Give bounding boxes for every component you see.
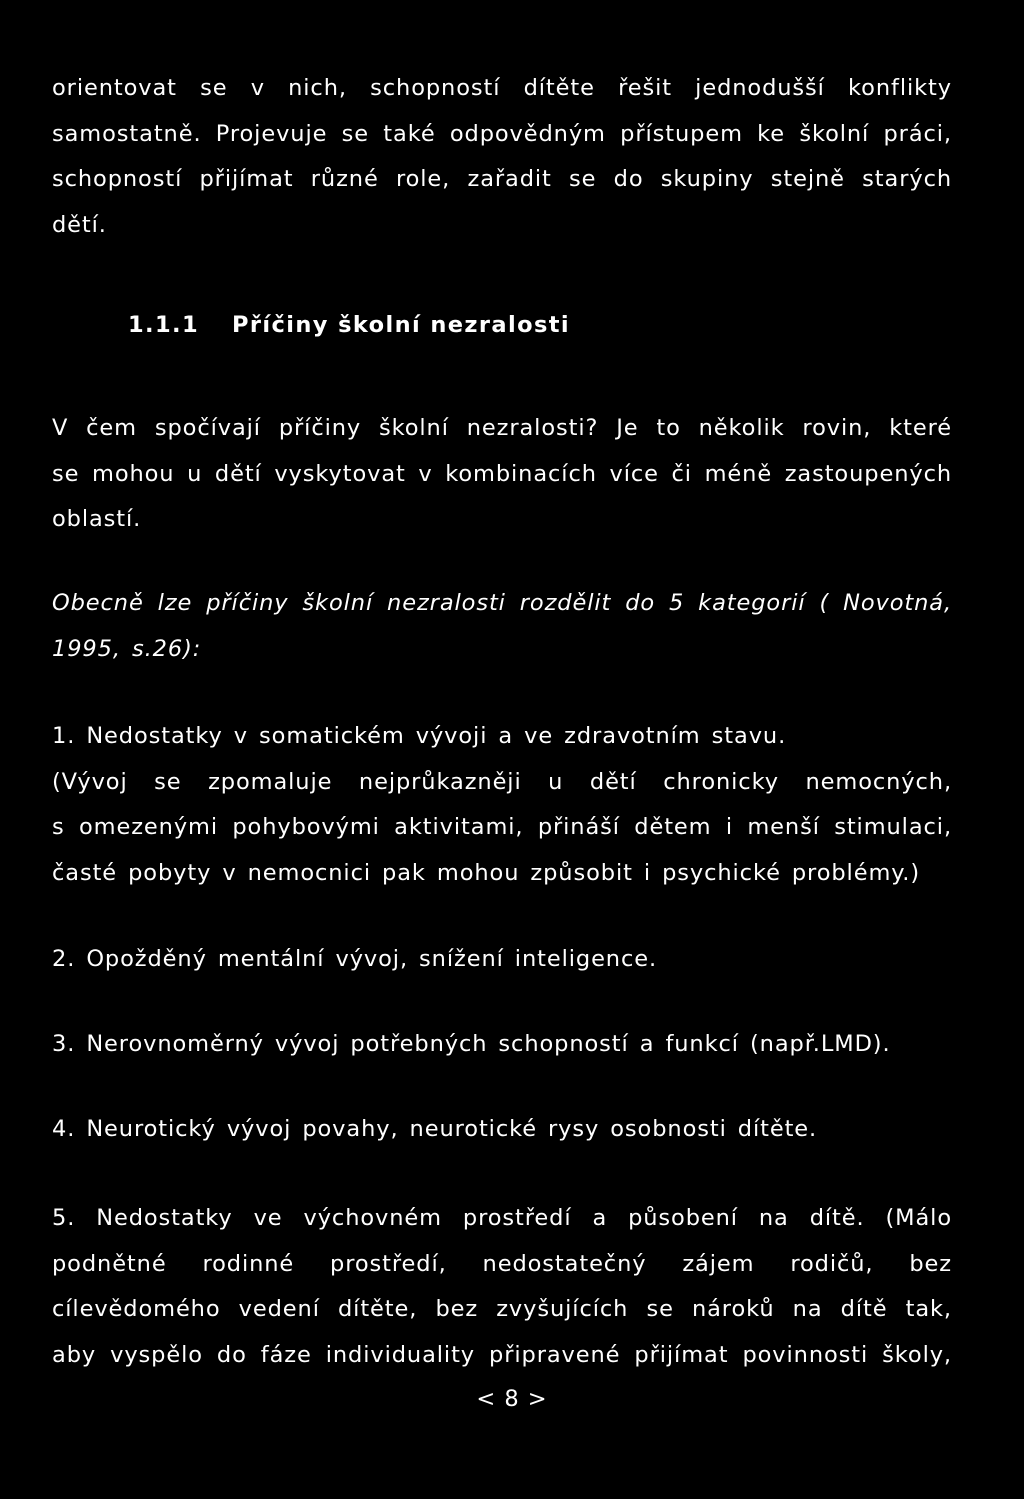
text-line: 1995, s.26): (52, 635, 202, 662)
text-line: oblastí. (52, 506, 142, 532)
intro-paragraph (52, 66, 952, 248)
text-line: orientovat se v nich, schopností dítěte řešit jednodušší konflikty (52, 75, 952, 101)
text-line: 4. Neurotický vývoj povahy, neurotické rysy osobnosti dítěte. (52, 1116, 818, 1142)
text-line: dětí. (52, 211, 107, 238)
section-heading (128, 312, 570, 338)
list-item (52, 1107, 952, 1153)
citation-paragraph (52, 581, 952, 672)
text-line: V čem spočívají příčiny školní nezralosti? Je to několik rovin, které (52, 415, 952, 441)
list-item (52, 1022, 952, 1068)
text-line: schopností přijímat různé role, zařadit se do skupiny stejně starých (52, 166, 952, 192)
text-line: podnětné rodinné prostředí, nedostatečný zájem rodičů, bez (52, 1250, 952, 1277)
section-number: 1.1.1 (128, 312, 200, 338)
text-line: časté pobyty v nemocnici pak mohou způsobit i psychické problémy.) (52, 859, 920, 886)
text-line: (Vývoj se zpomaluje nejprůkazněji u dětí chronicky nemocných, (52, 768, 952, 795)
text-line: cílevědomého vedení dítěte, bez zvyšujících se nároků na dítě tak, (52, 1296, 952, 1322)
list-item (52, 714, 952, 896)
text-line: 1. Nedostatky v somatickém vývoji a ve zdravotním stavu. (52, 723, 787, 749)
text-line: Obecně lze příčiny školní nezralosti rozdělit do 5 kategorií ( Novotná, (52, 590, 952, 616)
list-item (52, 1196, 952, 1378)
text-line: 5. Nedostatky ve výchovném prostředí a působení na dítě. (Málo (52, 1205, 952, 1231)
text-line: s omezenými pohybovými aktivitami, přináší dětem i menší stimulaci, (52, 814, 952, 840)
text-line: aby vyspělo do fáze individuality připravené přijímat povinnosti školy, (52, 1341, 952, 1368)
text-line: se mohou u dětí vyskytovat v kombinacích více či méně zastoupených (52, 460, 952, 487)
text-line: 3. Nerovnoměrný vývoj potřebných schopností a funkcí (např.LMD). (52, 1031, 891, 1057)
page-number: < 8 > (476, 1386, 548, 1412)
text-line: 2. Opožděný mentální vývoj, snížení inteligence. (52, 946, 658, 972)
question-paragraph (52, 406, 952, 543)
section-title: Příčiny školní nezralosti (232, 312, 571, 338)
list-item (52, 937, 952, 983)
text-line: samostatně. Projevuje se také odpovědným přístupem ke školní práci, (52, 120, 952, 147)
